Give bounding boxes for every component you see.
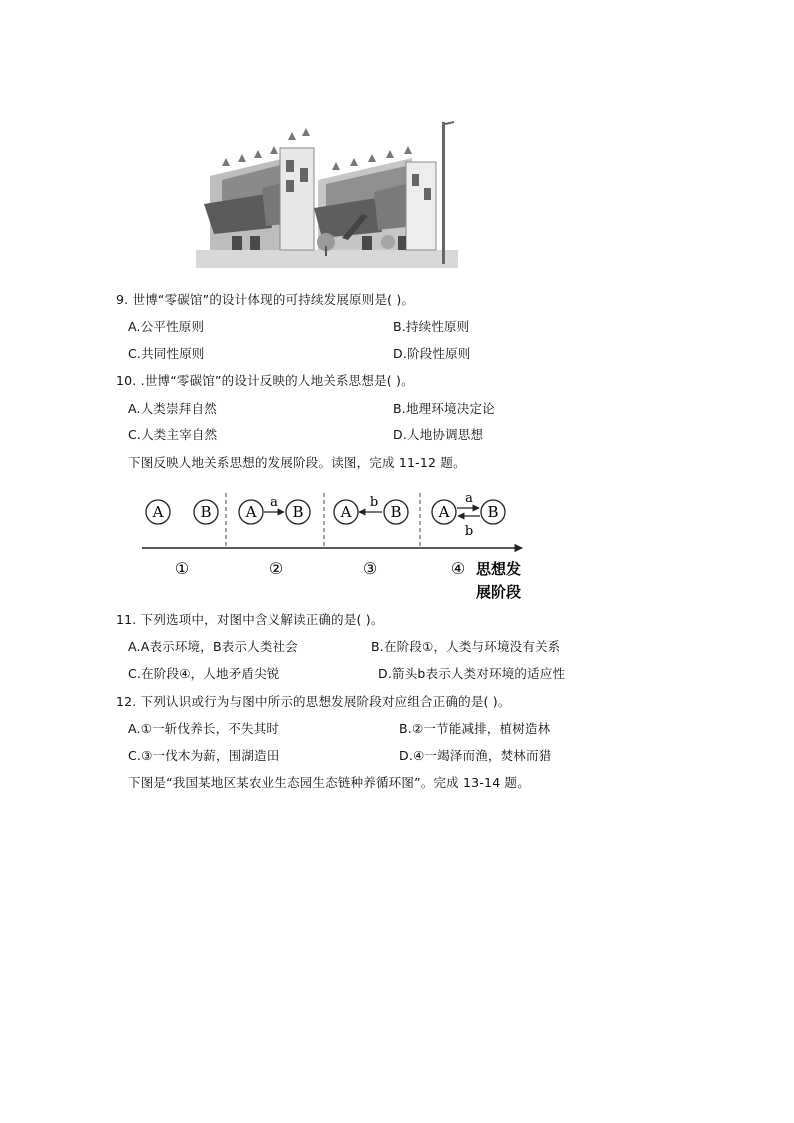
- arrow-a-label-stage-2: a: [270, 495, 278, 510]
- node-a-label-stage-1: A: [152, 503, 164, 521]
- stage-2-nodes: [239, 495, 310, 524]
- question-11-stem: 11. 下列选项中，对图中含义解读正确的是( )。: [116, 612, 384, 627]
- question-11-option-b: B.在阶段①，人类与环境没有关系: [371, 639, 561, 654]
- question-11-option-d: D.箭头b表示人类对环境的适应性: [378, 666, 566, 681]
- question-9-option-a: A.公平性原则: [128, 319, 205, 334]
- question-12-option-c: C.③一伐木为薪，围湖造田: [128, 748, 280, 763]
- question-12-option-d: D.④一竭泽而渔，焚林而猎: [399, 748, 552, 763]
- node-a-label-stage-3: A: [340, 503, 352, 521]
- question-10-option-b: B.地理环境决定论: [393, 401, 495, 416]
- question-12-option-a: A.①一斩伐养长，不失其时: [128, 721, 280, 736]
- stage-4-label: ④: [450, 559, 466, 578]
- human-land-relationship-diagram: [138, 487, 538, 605]
- stage-3-label: ③: [362, 559, 378, 578]
- question-10-stem: 10. .世博“零碳馆”的设计反映的人地关系思想是( )。: [116, 373, 414, 388]
- arrow-b-label-stage-4: b: [464, 524, 474, 539]
- intro-questions-13-14: 下图是“我国某地区某农业生态园生态链种养循环图”。完成 13-14 题。: [128, 775, 530, 790]
- question-11-option-c: C.在阶段④，人地矛盾尖锐: [128, 666, 280, 681]
- stage-2-label: ②: [268, 559, 284, 578]
- node-b-label-stage-2: B: [292, 503, 304, 521]
- stage-3-nodes: [334, 495, 408, 524]
- zero-carbon-pavilion-photo: [192, 118, 460, 270]
- stage-1-nodes: [146, 500, 218, 524]
- question-9-option-d: D.阶段性原则: [393, 346, 471, 361]
- node-b-label-stage-4: B: [487, 503, 499, 521]
- question-10-option-a: A.人类崇拜自然: [128, 401, 217, 416]
- node-a-label-stage-4: A: [438, 503, 450, 521]
- stage-1-label: ①: [174, 559, 190, 578]
- intro-questions-11-12: 下图反映人地关系思想的发展阶段。读图，完成 11-12 题。: [128, 455, 466, 470]
- node-a-label-stage-2: A: [245, 503, 257, 521]
- axis-label-line-2: 展阶段: [476, 583, 522, 601]
- question-9-stem: 9. 世博“零碳馆”的设计体现的可持续发展原则是( )。: [116, 292, 415, 307]
- arrow-a-label-stage-4: a: [465, 491, 473, 506]
- stage-4-nodes: [432, 491, 505, 539]
- question-11-option-a: A.A表示环境，B表示人类社会: [128, 639, 298, 654]
- node-b-label-stage-3: B: [390, 503, 402, 521]
- question-12-option-b: B.②一节能减排，植树造林: [399, 721, 551, 736]
- node-b-label-stage-1: B: [200, 503, 212, 521]
- arrow-b-label-stage-3: b: [369, 495, 379, 510]
- question-10-option-c: C.人类主宰自然: [128, 427, 218, 442]
- question-9-option-c: C.共同性原则: [128, 346, 205, 361]
- axis-label-line-1: 思想发: [476, 560, 522, 578]
- question-9-option-b: B.持续性原则: [393, 319, 470, 334]
- question-12-stem: 12. 下列认识或行为与图中所示的思想发展阶段对应组合正确的是( )。: [116, 694, 511, 709]
- question-10-option-d: D.人地协调思想: [393, 427, 484, 442]
